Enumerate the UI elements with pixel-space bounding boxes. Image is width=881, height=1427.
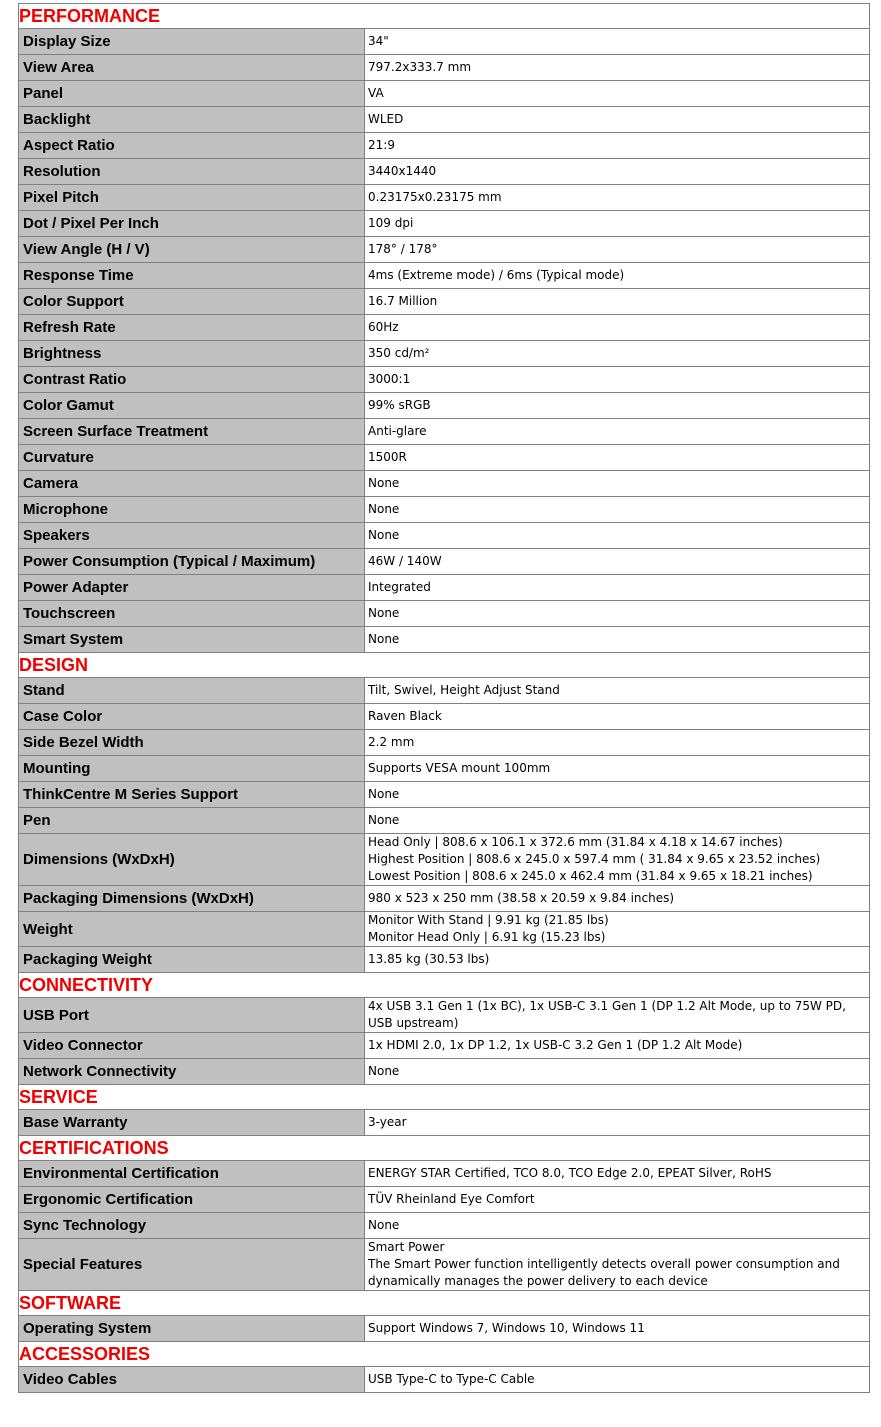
spec-value-line: 0.23175x0.23175 mm [368,190,502,204]
spec-value-line: VA [368,86,384,100]
spec-label: Camera [19,471,365,497]
spec-value-line: Anti-glare [368,424,427,438]
spec-row [19,81,870,107]
spec-label: Speakers [19,523,365,549]
spec-label: Backlight [19,107,365,133]
spec-label: Panel [19,81,365,107]
spec-value-line: 3000:1 [368,372,411,386]
spec-row [19,289,870,315]
spec-row [19,315,870,341]
spec-value [365,289,870,315]
spec-value-line: 350 cd/m² [368,346,430,360]
spec-row [19,393,870,419]
spec-row [19,497,870,523]
spec-label: Contrast Ratio [19,367,365,393]
spec-label: Special Features [19,1239,365,1291]
spec-value [365,834,870,886]
spec-value [365,704,870,730]
spec-value [365,497,870,523]
spec-value [365,445,870,471]
spec-label: Case Color [19,704,365,730]
spec-label: Sync Technology [19,1213,365,1239]
spec-label: Dot / Pixel Per Inch [19,211,365,237]
spec-row [19,678,870,704]
spec-label: Color Gamut [19,393,365,419]
spec-row [19,549,870,575]
spec-value-line: 4ms (Extreme mode) / 6ms (Typical mode) [368,268,625,282]
spec-label: Stand [19,678,365,704]
spec-value [365,1059,870,1085]
spec-row [19,29,870,55]
spec-value [365,185,870,211]
spec-label: Brightness [19,341,365,367]
spec-value [365,886,870,912]
spec-label: Video Cables [19,1367,365,1393]
spec-value [365,419,870,445]
spec-row [19,471,870,497]
spec-value [365,756,870,782]
spec-value-line: 1x HDMI 2.0, 1x DP 1.2, 1x USB-C 3.2 Gen 1 (DP 1.2 Alt Mode) [368,1038,743,1052]
spec-value [365,1367,870,1393]
spec-value [365,947,870,973]
spec-row [19,107,870,133]
section-header [19,4,870,29]
spec-value [365,575,870,601]
spec-row [19,947,870,973]
spec-row [19,756,870,782]
section-header [19,1085,870,1110]
spec-value-line: Smart Power [368,1240,445,1254]
spec-label: Environmental Certification [19,1161,365,1187]
spec-row [19,1110,870,1136]
spec-value-line: 1500R [368,450,407,464]
spec-value-line: None [368,1064,400,1078]
spec-label: Ergonomic Certification [19,1187,365,1213]
section-header [19,1136,870,1161]
spec-value [365,678,870,704]
spec-row [19,133,870,159]
spec-value-line: WLED [368,112,404,126]
spec-value-line: 178° / 178° [368,242,438,256]
spec-value [365,730,870,756]
spec-row [19,1161,870,1187]
spec-value [365,912,870,947]
spec-row [19,159,870,185]
spec-value [365,808,870,834]
spec-value [365,998,870,1033]
spec-value-line: USB Type-C to Type-C Cable [368,1372,535,1386]
spec-value [365,393,870,419]
section-header [19,1291,870,1316]
spec-value-line: Lowest Position | 808.6 x 245.0 x 462.4 mm (31.84 x 9.65 x 18.21 inches) [368,869,813,883]
spec-value [365,523,870,549]
spec-label: Smart System [19,627,365,653]
spec-row [19,1033,870,1059]
spec-value [365,211,870,237]
spec-value-line: 46W / 140W [368,554,442,568]
spec-row [19,730,870,756]
spec-label: USB Port [19,998,365,1033]
spec-value [365,237,870,263]
spec-row [19,912,870,947]
spec-value-line: 21:9 [368,138,395,152]
spec-value-line: None [368,528,400,542]
spec-label: View Angle (H / V) [19,237,365,263]
spec-row [19,1059,870,1085]
spec-value [365,1110,870,1136]
spec-value-line: Highest Position | 808.6 x 245.0 x 597.4 mm ( 31.84 x 9.65 x 23.52 inches) [368,852,821,866]
spec-row [19,998,870,1033]
section-title: PERFORMANCE [19,4,870,29]
spec-value [365,81,870,107]
spec-value-line: Raven Black [368,709,442,723]
spec-value-line: Supports VESA mount 100mm [368,761,551,775]
section-title: CONNECTIVITY [19,973,870,998]
spec-row [19,185,870,211]
spec-row [19,834,870,886]
spec-label: Color Support [19,289,365,315]
spec-value-line: 4x USB 3.1 Gen 1 (1x BC), 1x USB-C 3.1 Gen 1 (DP 1.2 Alt Mode, up to 75W PD, USB upstream) [368,999,846,1030]
spec-row [19,808,870,834]
spec-value-line: Monitor Head Only | 6.91 kg (15.23 lbs) [368,930,606,944]
spec-value-line: 16.7 Million [368,294,438,308]
spec-label: Touchscreen [19,601,365,627]
spec-value-line: None [368,502,400,516]
spec-label: Power Consumption (Typical / Maximum) [19,549,365,575]
spec-row [19,1316,870,1342]
spec-row [19,601,870,627]
spec-label: Display Size [19,29,365,55]
spec-label: Screen Surface Treatment [19,419,365,445]
spec-value-line: None [368,476,400,490]
spec-row [19,523,870,549]
spec-value-line: 980 x 523 x 250 mm (38.58 x 20.59 x 9.84 inches) [368,891,675,905]
section-title: DESIGN [19,653,870,678]
spec-label: Mounting [19,756,365,782]
section-title: ACCESSORIES [19,1342,870,1367]
spec-value [365,549,870,575]
spec-label: View Area [19,55,365,81]
spec-label: Operating System [19,1316,365,1342]
spec-label: Resolution [19,159,365,185]
spec-value-line: None [368,787,400,801]
spec-value-line: None [368,813,400,827]
spec-table [18,3,870,1393]
spec-row [19,1187,870,1213]
spec-value [365,159,870,185]
spec-value [365,782,870,808]
spec-row [19,1213,870,1239]
spec-label: Base Warranty [19,1110,365,1136]
section-header [19,1342,870,1367]
spec-value-line: Support Windows 7, Windows 10, Windows 11 [368,1321,645,1335]
spec-label: Power Adapter [19,575,365,601]
spec-label: Refresh Rate [19,315,365,341]
spec-label: Response Time [19,263,365,289]
spec-value [365,601,870,627]
spec-value-line: 13.85 kg (30.53 lbs) [368,952,490,966]
spec-row [19,1367,870,1393]
spec-label: Pen [19,808,365,834]
spec-row [19,419,870,445]
spec-row [19,782,870,808]
spec-value-line: 99% sRGB [368,398,431,412]
spec-row [19,211,870,237]
spec-value [365,1033,870,1059]
section-title: SOFTWARE [19,1291,870,1316]
spec-value [365,107,870,133]
spec-row [19,704,870,730]
spec-label: Side Bezel Width [19,730,365,756]
spec-label: ThinkCentre M Series Support [19,782,365,808]
spec-row [19,627,870,653]
spec-value [365,1161,870,1187]
spec-row [19,575,870,601]
spec-value-line: TÜV Rheinland Eye Comfort [368,1192,535,1206]
section-header [19,653,870,678]
spec-value [365,471,870,497]
spec-value [365,263,870,289]
section-header [19,973,870,998]
spec-label: Video Connector [19,1033,365,1059]
spec-value-line: 109 dpi [368,216,414,230]
spec-value-line: Head Only | 808.6 x 106.1 x 372.6 mm (31.84 x 4.18 x 14.67 inches) [368,835,783,849]
spec-row [19,237,870,263]
spec-value-line: 3440x1440 [368,164,437,178]
spec-value [365,1239,870,1291]
spec-value [365,133,870,159]
spec-label: Network Connectivity [19,1059,365,1085]
spec-value [365,55,870,81]
spec-value-line: The Smart Power function intelligently detects overall power consumption and dynamically manages the power delivery to each device [368,1257,840,1288]
section-title: SERVICE [19,1085,870,1110]
spec-row [19,886,870,912]
spec-value-line: Monitor With Stand | 9.91 kg (21.85 lbs) [368,913,609,927]
spec-label: Dimensions (WxDxH) [19,834,365,886]
spec-value [365,1187,870,1213]
spec-value-line: 60Hz [368,320,399,334]
spec-label: Curvature [19,445,365,471]
spec-row [19,263,870,289]
spec-value-line: 34" [368,34,389,48]
spec-row [19,367,870,393]
spec-row [19,55,870,81]
spec-label: Packaging Weight [19,947,365,973]
spec-value-line: None [368,1218,400,1232]
spec-row [19,445,870,471]
spec-value [365,29,870,55]
spec-value-line: Tilt, Swivel, Height Adjust Stand [368,683,560,697]
spec-label: Pixel Pitch [19,185,365,211]
spec-value-line: ENERGY STAR Certified, TCO 8.0, TCO Edge 2.0, EPEAT Silver, RoHS [368,1166,772,1180]
spec-label: Microphone [19,497,365,523]
spec-value [365,367,870,393]
spec-label: Aspect Ratio [19,133,365,159]
spec-value-line: 3-year [368,1115,407,1129]
section-title: CERTIFICATIONS [19,1136,870,1161]
spec-value [365,1213,870,1239]
spec-value-line: None [368,632,400,646]
spec-value-line: Integrated [368,580,431,594]
spec-value-line: None [368,606,400,620]
spec-value [365,341,870,367]
spec-label: Weight [19,912,365,947]
spec-value-line: 2.2 mm [368,735,415,749]
spec-label: Packaging Dimensions (WxDxH) [19,886,365,912]
spec-value [365,1316,870,1342]
spec-table-body [19,4,870,1393]
spec-row [19,1239,870,1291]
spec-value-line: 797.2x333.7 mm [368,60,472,74]
spec-value [365,315,870,341]
spec-value [365,627,870,653]
spec-row [19,341,870,367]
